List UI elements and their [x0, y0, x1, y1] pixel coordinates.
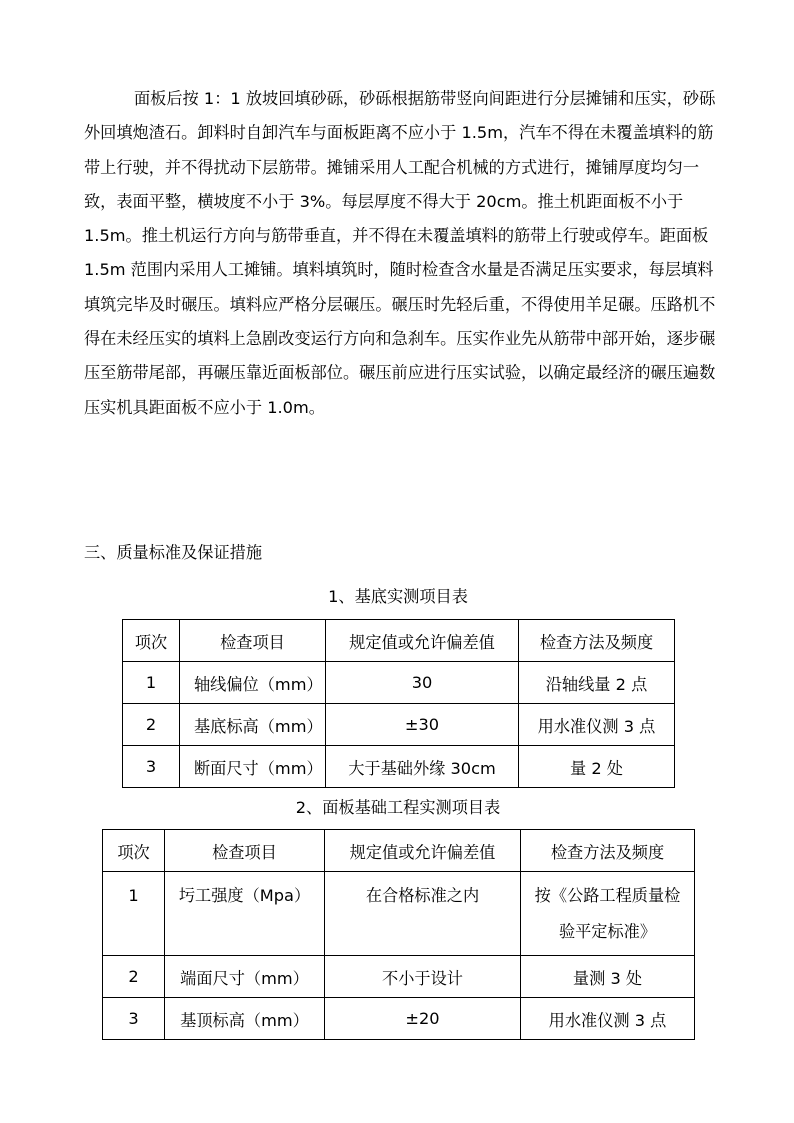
table-cell: 断面尺寸（mm）: [180, 746, 326, 788]
table-row: [123, 746, 675, 788]
paragraph-text: 面板后按 1：1 放坡回填砂砾，砂砾根据筋带竖向间距进行分层摊铺和压实，砂砾外回填炮渣石。卸料时自卸汽车与面板距离不应小于 1.5m，汽车不得在未覆盖填料的筋带上行驶，并不得扰动下层筋带。摊铺采用人工配合机械的方式进行，摊铺厚度均匀一致，表面平整，横坡度不小于 3%。每层厚度不得大于 20cm。推土机距面板不小于 1.5m。推土机运行方向与筋带垂直，并不得在未覆盖填料的筋带上行驶或停车。距面板 1.5m 范围内采用人工摊铺。填料填筑时，随时检查含水量是否满足压实要求，每层填料填筑完毕及时碾压。填料应严格分层碾压。碾压时先轻后重，不得使用羊足碾。压路机不得在未经压实的填料上急剧改变运行方向和急刹车。压实作业先从筋带中部开始，逐步碾压至筋带尾部，再碾压靠近面板部位。碾压前应进行压实试验，以确定最经济的碾压遍数压实机具距面板不应小于 1.0m。: [84, 89, 716, 417]
header-cell: 检查项目: [180, 620, 326, 662]
table-row: [123, 662, 675, 704]
table-cell: ±30: [326, 704, 519, 746]
table-cell: 在合格标准之内: [325, 872, 521, 956]
table-header-row: [123, 620, 675, 662]
table2-caption: 2、面板基础工程实测项目表: [295, 798, 501, 817]
body-paragraph: [84, 82, 724, 425]
table-cell: 2: [103, 956, 165, 998]
table-cell: 圬工强度（Mpa）: [165, 872, 325, 956]
table-cell: 轴线偏位（mm）: [180, 662, 326, 704]
table-row: [103, 956, 695, 998]
table-cell: 量 2 处: [519, 746, 675, 788]
table-panel-foundation-measurement: [102, 829, 695, 1040]
header-cell: 项次: [123, 620, 180, 662]
table-header-row: [103, 830, 695, 872]
table-foundation-measurement: [122, 619, 675, 788]
table-cell: 30: [326, 662, 519, 704]
table-cell: 不小于设计: [325, 956, 521, 998]
table-cell: 量测 3 处: [521, 956, 695, 998]
header-cell: 检查方法及频度: [521, 830, 695, 872]
table-row: [103, 872, 695, 956]
table-cell: 1: [123, 662, 180, 704]
section-title: 三、质量标准及保证措施: [84, 543, 263, 562]
header-cell: 项次: [103, 830, 165, 872]
table-cell: 沿轴线量 2 点: [519, 662, 675, 704]
table1-caption: 1、基底实测项目表: [328, 587, 468, 606]
table-cell: 2: [123, 704, 180, 746]
table-cell: 1: [103, 872, 165, 956]
table-row: [123, 704, 675, 746]
table-row: [103, 998, 695, 1040]
header-cell: 检查项目: [165, 830, 325, 872]
table-cell: 用水准仪测 3 点: [521, 998, 695, 1040]
table-cell: 基底标高（mm）: [180, 704, 326, 746]
table-cell: 基顶标高（mm）: [165, 998, 325, 1040]
table-cell: 按《公路工程质量检验平定标准》: [521, 872, 695, 956]
header-cell: 检查方法及频度: [519, 620, 675, 662]
table-cell: 端面尺寸（mm）: [165, 956, 325, 998]
header-cell: 规定值或允许偏差值: [326, 620, 519, 662]
table-cell: 用水准仪测 3 点: [519, 704, 675, 746]
table-cell: 3: [123, 746, 180, 788]
table-cell: ±20: [325, 998, 521, 1040]
table-cell: 3: [103, 998, 165, 1040]
table-cell: 大于基础外缘 30cm: [326, 746, 519, 788]
header-cell: 规定值或允许偏差值: [325, 830, 521, 872]
